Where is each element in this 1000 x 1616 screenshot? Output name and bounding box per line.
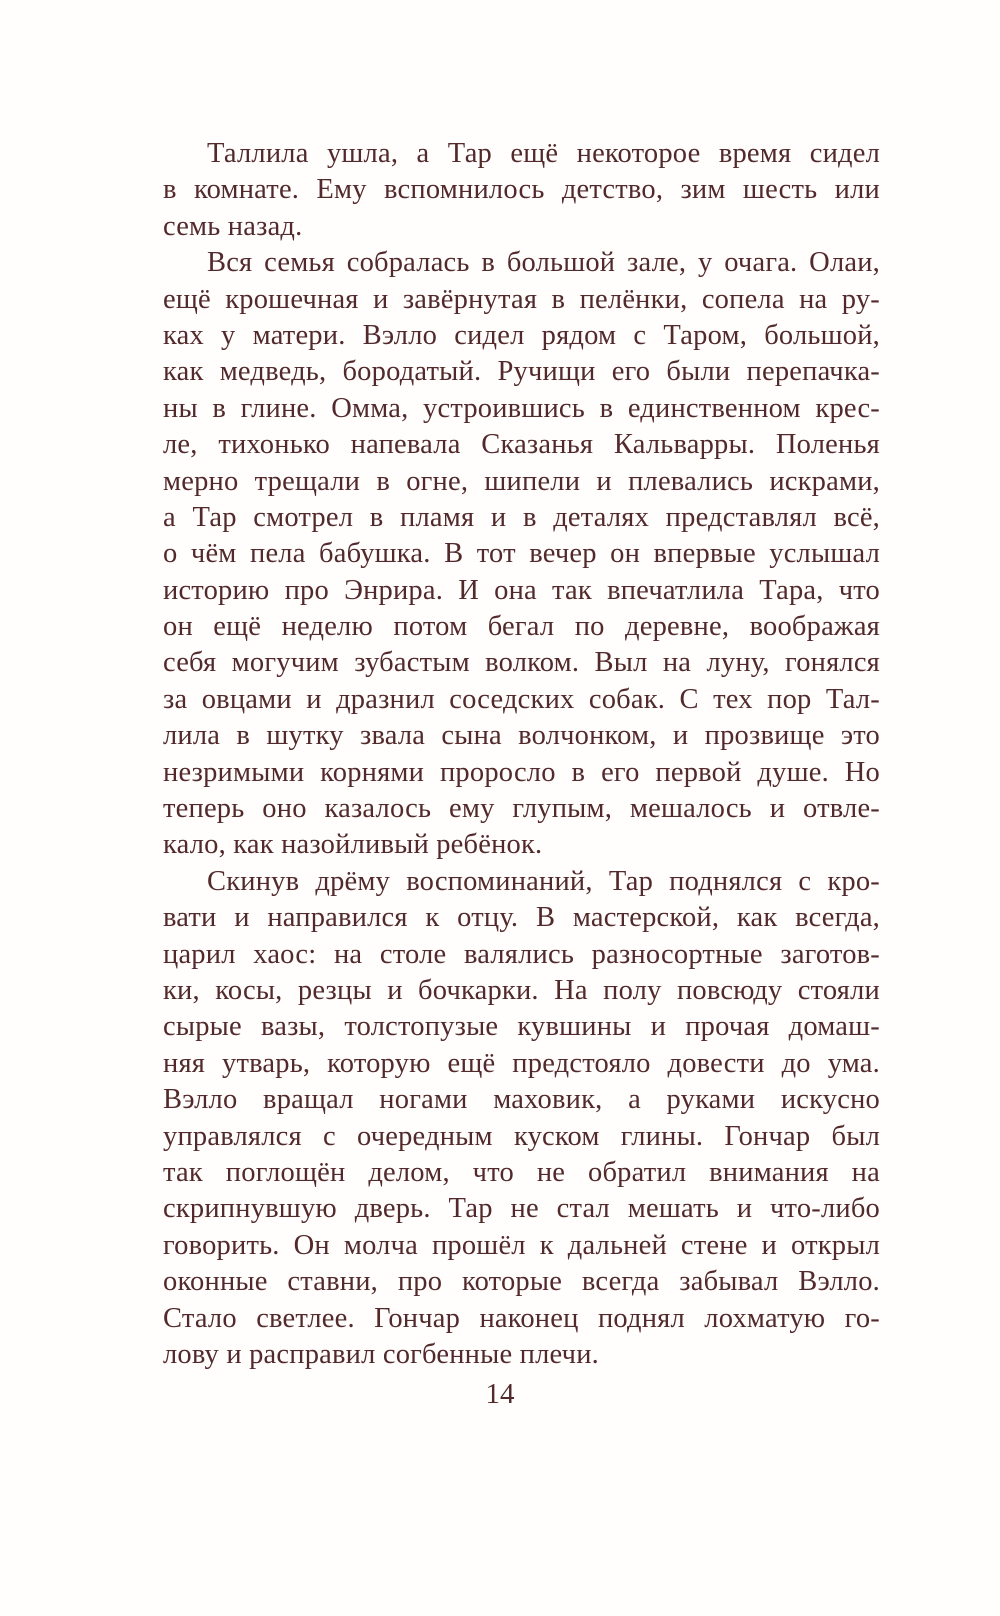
text-line: Вся семья собралась в большой зале, у очага. Олаи, xyxy=(207,247,880,279)
text-line: так поглощён делом, что не обратил внимания на xyxy=(163,1156,880,1188)
text-line: о чём пела бабушка. В тот вечер он впервые услышал xyxy=(163,538,880,570)
text-line: лову и расправил согбенные плечи. xyxy=(163,1338,599,1370)
text-line: ле, тихонько напевала Сказанья Кальварры. Поленья xyxy=(163,429,880,461)
text-line: теперь оно казалось ему глупым, мешалось и отвле- xyxy=(163,793,880,825)
text-line: ках у матери. Вэлло сидел рядом с Таром, большой, xyxy=(163,319,880,351)
text-line: в комнате. Ему вспомнилось детство, зим шесть или xyxy=(163,174,880,206)
text-line: Стало светлее. Гончар наконец поднял лохматую го- xyxy=(163,1302,880,1334)
text-line: управлялся с очередным куском глины. Гончар был xyxy=(163,1120,880,1152)
text-line: а Тар смотрел в пламя и в деталях представлял всё, xyxy=(163,501,880,533)
paragraph xyxy=(163,136,880,245)
text-line: оконные ставни, про которые всегда забывал Вэлло. xyxy=(163,1266,880,1298)
text-line: незримыми корнями проросло в его первой душе. Но xyxy=(163,756,880,788)
text-line: он ещё неделю потом бегал по деревне, воображая xyxy=(163,611,880,643)
text-line: историю про Энрира. И она так впечатлила Тара, что xyxy=(163,574,880,606)
text-line: няя утварь, которую ещё предстояло довести до ума. xyxy=(163,1047,880,1079)
text-line: кало, как назойливый ребёнок. xyxy=(163,829,543,861)
text-line: Вэлло вращал ногами маховик, а руками искусно xyxy=(163,1084,880,1116)
text-line: семь назад. xyxy=(163,210,303,242)
text-line: себя могучим зубастым волком. Выл на луну, гонялся xyxy=(163,647,880,679)
text-line: ны в глине. Омма, устроившись в единственном крес- xyxy=(163,392,880,424)
text-line: как медведь, бородатый. Ручищи его были перепачка- xyxy=(163,356,880,388)
text-line: сырые вазы, толстопузые кувшины и прочая домаш- xyxy=(163,1011,880,1043)
text-line: скрипнувшую дверь. Тар не стал мешать и что-либо xyxy=(163,1193,880,1225)
text-line: за овцами и дразнил соседских собак. С тех пор Тал- xyxy=(163,683,880,715)
page-number: 14 xyxy=(485,1378,515,1410)
text-line: ки, косы, резцы и бочкарки. На полу повсюду стояли xyxy=(163,974,880,1006)
text-line: мерно трещали в огне, шипели и плевались искрами, xyxy=(163,465,880,497)
text-line: ещё крошечная и завёрнутая в пелёнки, сопела на ру- xyxy=(163,283,880,315)
paragraph xyxy=(163,245,880,864)
text-line: Скинув дрёму воспоминаний, Тар поднялся с кро- xyxy=(207,865,880,897)
text-line: царил хаос: на столе валялись разносортные заготов- xyxy=(163,938,880,970)
text-block xyxy=(163,136,880,1373)
text-line: вати и направился к отцу. В мастерской, как всегда, xyxy=(163,902,880,934)
text-line: говорить. Он молча прошёл к дальней стене и открыл xyxy=(163,1229,880,1261)
text-line: Таллила ушла, а Тар ещё некоторое время сидел xyxy=(207,138,880,169)
paragraph xyxy=(163,864,880,1373)
text-line: лила в шутку звала сына волчонком, и прозвище это xyxy=(163,720,880,752)
